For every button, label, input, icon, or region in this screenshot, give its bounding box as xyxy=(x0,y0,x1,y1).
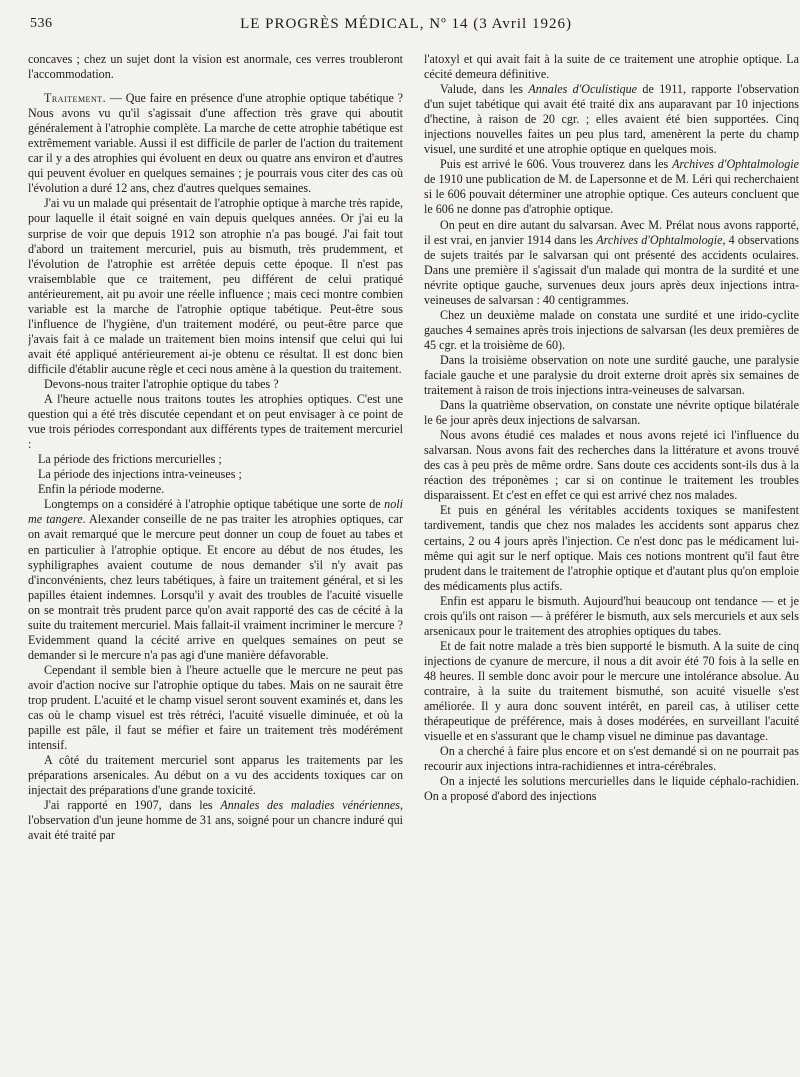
paragraph: Dans la troisième observation on note une surdité gauche, une paralysie faciale gauche et une paralysie du droit externe droit après six semaines de traitement à raison de trois injections intra-veineuses de salvarsan. xyxy=(424,352,799,398)
list-item: Enfin la période moderne. xyxy=(38,482,165,497)
paragraph-text: — Que faire en présence d'une atrophie optique tabétique ? Nous avons vu qu'il s'agissait d'une affection très grave qui aboutit généralement à l'atrophie complète. La marche de cette atrophie tabétique est extrêmement variable. Aussi il est difficile de parler de l'action du traitement car il y a des atrophies qui évoluent en deux ou quatre ans environ et d'autres qui peuvent évoluer en quelques semaines ; je pourrais vous citer des cas où l'évolution a duré 12 ans, chez d'autres quelques semaines. xyxy=(28,91,403,196)
paragraph-text: de 1911, rapporte l'observation d'un sujet tabétique qui avait été traité dix ans auparavant par 10 injections d'hectine, à raison de 20 cgr. ; elles avaient été bien supportées. Cinq injections nouvelles faites un peu plus tard, amenèrent la perte du champ visuel, une surdité et une atrophie optique en quelques mois. xyxy=(424,82,799,157)
paragraph: Chez un deuxième malade on constata une surdité et une irido-cyclite gauches 4 semaines après trois injections de salvarsan (les deux premières de 45 cgr. et la troisième de 60). xyxy=(424,307,799,352)
paragraph: l'atoxyl et qui avait fait à la suite de ce traitement une atrophie optique. La cécité demeura définitive. xyxy=(424,52,799,82)
paragraph xyxy=(424,218,799,308)
paragraph-text: On peut en dire autant du salvarsan. Avec M. Prélat nous avons rapporté, il est vrai, en janvier 1914 dans les xyxy=(424,217,799,247)
running-title: LE PROGRÈS MÉDICAL, Nº 14 (3 Avril 1926) xyxy=(240,16,572,32)
paragraph-text: . Alexander conseille de ne pas traiter les atrophies optiques, car on avait remarqué que le mercure peut donner un coup de fouet au tabes et en particulier à l'atrophie optique. Et encore au début de nos études, les syphiligraphes avaient coutume de nous demander s'il n'y avait pas d'inconvénients, chez leurs tabétiques, à faire un traitement général, et si les papilles étaient indemnes. Lorsqu'il y avait des troubles de l'acuité visuelle on se montrait très prudent parce qu'on avait rapporté des cas de cécité à la suite du traitement mercuriel. Mais fallait-il vraiment incriminer le mercure ? Evidemment quand la cécité arrive en quelques semaines on peut se demander si le mercure n'a pas agi d'une manière défavorable. xyxy=(28,512,403,662)
paragraph-text: Longtemps on a considéré à l'atrophie optique tabétique une sorte de xyxy=(44,497,385,512)
left-column xyxy=(28,52,403,1064)
journal-title: Annales d'Oculistique xyxy=(528,82,638,97)
paragraph xyxy=(28,798,403,843)
treatment-paragraph xyxy=(28,91,403,196)
page-number: 536 xyxy=(30,16,53,31)
paragraph-text: Puis est arrivé le 606. Vous trouverez dans les xyxy=(440,157,673,172)
paragraph: Et puis en général les véritables accidents toxiques se manifestent tardivement, tandis que chez nos malades les accidents sont apparus chez certains, 2 ou 4 jours après l'injection. Ce n'est donc pas le médicament lui-même qui agit sur le nerf optique. Mais ces notions montrent qu'il faut être prudent dans le traitement de l'atrophie optique et d'autant plus qu'on emploie des médicaments plus actifs. xyxy=(424,503,799,593)
journal-title: Archives d'Ophtalmologie xyxy=(672,157,799,172)
latin-phrase: noli me tangere xyxy=(28,497,403,527)
journal-title: Archives d'Ophtalmologie xyxy=(596,232,723,247)
list-item: La période des injections intra-veineuses ; xyxy=(38,467,242,482)
paragraph: Et de fait notre malade a très bien supporté le bismuth. A la suite de cinq injections de cyanure de mercure, il nous a dit avoir été 70 fois à la selle en 48 heures. Il semble donc avoir pour le mercure une intolérance absolue. Au contraire, à la suite du traitement bismuthé, son acuité visuelle s'est améliorée. Il y aura donc souvent intérêt, en pareil cas, à utiliser cette thérapeutique de préférence, mais à doses modérées, en surveillant l'acuité visuelle et en s'assurant que le champ visuel ne diminue pas davantage. xyxy=(424,638,799,744)
paragraph: Nous avons étudié ces malades et nous avons rejeté ici l'influence du salvarsan. Nous avons fait des recherches dans la littérature et avons trouvé des cas à peu près de même ordre. Sans doute ces accidents sont-ils dus à la réaction des tréponèmes ; car si on continue le traitement les troubles disparaissent. Et c'est en effet ce qui est arrivé chez nos malades. xyxy=(424,428,799,503)
section-heading: Traitement. xyxy=(44,91,107,106)
paragraph xyxy=(28,497,403,663)
right-column xyxy=(424,52,799,1064)
paragraph: A l'heure actuelle nous traitons toutes les atrophies optiques. C'est une question qui a été très discutée cependant et on peut envisager à ce point de vue trois périodes correspondant aux différents types de traitement mercuriel : xyxy=(28,392,403,452)
journal-title: Annales des maladies vénériennes xyxy=(220,798,400,813)
paragraph-text: , l'observation d'un jeune homme de 31 ans, soigné pour un chancre induré qui avait été traité par xyxy=(28,798,403,843)
paragraph-text: de 1910 une publication de M. de Lapersonne et de M. Léri qui recherchaient si le 606 pouvait déterminer une atrophie optique. Ces auteurs concluent que le 606 ne donne pas d'atrophie optique. xyxy=(424,172,799,217)
paragraph: Devons-nous traiter l'atrophie optique du tabes ? xyxy=(44,376,279,391)
running-header xyxy=(30,16,782,38)
paragraph-text: , 4 observations de sujets traités par le salvarsan qui ont présenté des accidents oculaires. Dans une première il s'agissait d'un malade qui montra de la surdité et une névrite optique gauche, survenues deux jours après deux injections intra-veineuses de salvarsan : 40 centigrammes. xyxy=(424,232,799,307)
paragraph: On a cherché à faire plus encore et on s'est demandé si on ne pourrait pas recourir aux injections intra-rachidiennes et intra-cérébrales. xyxy=(424,744,799,774)
paragraph: On a injecté les solutions mercurielles dans le liquide céphalo-rachidien. On a proposé d'abord des injections xyxy=(424,774,799,804)
paragraph: Cependant il semble bien à l'heure actuelle que le mercure ne peut pas avoir d'action nocive sur l'atrophie optique du tabes. Mais on ne saurait être trop prudent. L'acuité et le champ visuel seront souvent examinés et, dans les cas où le champ visuel est très rétréci, l'acuité visuelle diminuée, et où la papille est pâle, il faut se méfier et faire un traitement très modérément intensif. xyxy=(28,662,403,753)
paragraph xyxy=(424,82,799,157)
paragraph: Dans la quatrième observation, on constate une névrite optique bilatérale le 6e jour après deux injections de salvarsan. xyxy=(424,398,799,428)
list-item: La période des frictions mercurielles ; xyxy=(38,452,222,467)
paragraph: J'ai vu un malade qui présentait de l'atrophie optique à marche très rapide, pour laquelle il était soigné en vain depuis quelques années. Or j'ai eu la surprise de voir que depuis 1912 son atrophie n'a pas bougé. J'ai fait tout d'abord un traitement mercuriel, puis au bismuth, très prudemment, et l'évolution de l'atrophie est arrêtée depuis cette époque. Il n'est pas vraisemblable que ce traitement, peu différent de celui pratiqué antérieurement, ait pu avoir une réelle influence ; mais ceci montre combien variable est la marche de l'atrophie optique tabétique. Peut-être sous l'influence de l'hygiène, d'un traitement modéré, ou peut-être parce que j'avais fait à ce malade un traitement bien moins intensif que celui qui lui avait été appliqué antérieurement ai-je obtenu ce résultat. Il est donc bien difficile d'établir aucune règle et ceci nous amène à la question du traitement. xyxy=(28,196,403,376)
paragraph: A côté du traitement mercuriel sont apparus les traitements par les préparations arsenicales. Au début on a vu des accidents toxiques car on injectait des préparations d'une grande toxicité. xyxy=(28,753,403,798)
paragraph: concaves ; chez un sujet dont la vision est anormale, ces verres troubleront l'accommodation. xyxy=(28,52,403,82)
paragraph-text: Valude, dans les xyxy=(440,82,529,97)
paragraph xyxy=(424,157,799,217)
paragraph-text: J'ai rapporté en 1907, dans les xyxy=(44,798,221,813)
paragraph: Enfin est apparu le bismuth. Aujourd'hui beaucoup ont tendance — et je crois qu'ils ont raison — à préférer le bismuth, aux sels mercuriels et aux sels arsenicaux pour le traitement des atrophies optiques du tabes. xyxy=(424,593,799,638)
